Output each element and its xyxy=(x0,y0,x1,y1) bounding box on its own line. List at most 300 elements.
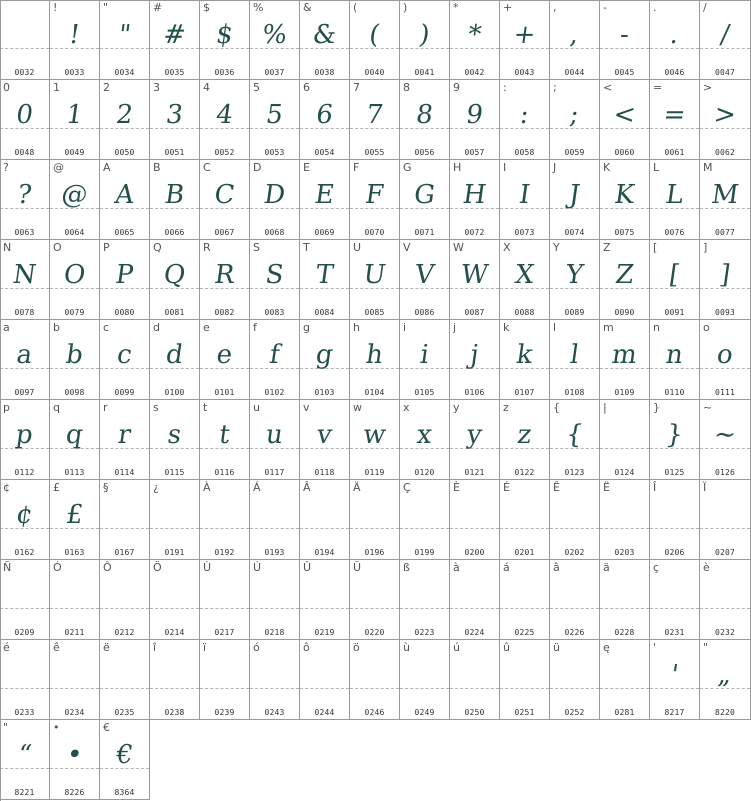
glyph-code-label: 0244 xyxy=(314,708,335,717)
glyph-cell xyxy=(500,80,550,160)
glyph-cell xyxy=(450,400,500,480)
glyph-code-label: 0079 xyxy=(64,308,85,317)
glyph-sample: r xyxy=(116,420,133,450)
glyph-cell xyxy=(250,240,300,320)
glyph-char-label: ï xyxy=(203,641,207,654)
glyph-char-label: À xyxy=(203,481,211,494)
glyph-code-label: 0224 xyxy=(464,628,485,637)
glyph-char-label: F xyxy=(353,161,360,174)
glyph-sample: j xyxy=(468,340,481,370)
glyph-char-label: g xyxy=(303,321,310,334)
glyph-cell xyxy=(400,400,450,480)
glyph-sample: ) xyxy=(417,20,432,50)
glyph-cell xyxy=(700,480,751,560)
glyph-code-label: 0075 xyxy=(614,228,635,237)
glyph-code-label: 0064 xyxy=(64,228,85,237)
glyph-sample: l xyxy=(568,340,581,370)
glyph-sample xyxy=(197,494,252,536)
glyph-sample: C xyxy=(212,180,237,210)
glyph-sample: L xyxy=(663,180,686,210)
glyph-char-label: I xyxy=(503,161,507,174)
glyph-char-label: É xyxy=(503,481,510,494)
glyph-sample: 1 xyxy=(64,100,85,130)
glyph-code-label: 0035 xyxy=(164,68,185,77)
glyph-char-label: Ü xyxy=(353,561,362,574)
glyph-sample: 8 xyxy=(414,100,435,130)
glyph-cell xyxy=(0,240,50,320)
glyph-cell xyxy=(300,640,350,720)
glyph-char-label: r xyxy=(103,401,108,414)
glyph-code-label: 0088 xyxy=(514,308,535,317)
glyph-sample xyxy=(497,654,552,696)
glyph-code-label: 0223 xyxy=(414,628,435,637)
glyph-cell xyxy=(50,0,100,80)
glyph-code-label: 0201 xyxy=(514,548,535,557)
glyph-sample xyxy=(447,654,502,696)
glyph-code-label: 0034 xyxy=(114,68,135,77)
glyph-char-label: £ xyxy=(53,481,60,494)
glyph-code-label: 0078 xyxy=(14,308,35,317)
glyph-code-label: 0219 xyxy=(314,628,335,637)
glyph-char-label: f xyxy=(253,321,257,334)
glyph-cell xyxy=(550,80,600,160)
glyph-char-label: a xyxy=(3,321,10,334)
glyph-sample: < xyxy=(611,100,638,130)
glyph-sample: N xyxy=(11,260,38,290)
glyph-cell xyxy=(300,240,350,320)
glyph-code-label: 0238 xyxy=(164,708,185,717)
glyph-cell xyxy=(450,640,500,720)
glyph-sample: S xyxy=(263,260,286,290)
glyph-char-label: 6 xyxy=(303,81,310,94)
glyph-cell xyxy=(150,320,200,400)
glyph-char-label: > xyxy=(703,81,713,94)
glyph-cell xyxy=(650,560,700,640)
glyph-cell xyxy=(400,240,450,320)
glyph-sample xyxy=(47,574,102,616)
glyph-code-label: 8226 xyxy=(64,788,85,797)
glyph-cell xyxy=(550,560,600,640)
glyph-code-label: 0203 xyxy=(614,548,635,557)
glyph-code-label: 0059 xyxy=(564,148,585,157)
glyph-char-label: " xyxy=(3,721,9,734)
glyph-char-label: 7 xyxy=(353,81,360,94)
glyph-char-label: u xyxy=(253,401,260,414)
glyph-cell xyxy=(150,0,200,80)
glyph-cell xyxy=(400,160,450,240)
glyph-char-label: Ä xyxy=(353,481,361,494)
glyph-char-label: î xyxy=(153,641,157,654)
glyph-char-label: " xyxy=(703,641,709,654)
glyph-cell xyxy=(50,480,100,560)
glyph-cell xyxy=(0,160,50,240)
glyph-char-label: n xyxy=(653,321,660,334)
glyph-code-label: 0047 xyxy=(714,68,736,77)
glyph-cell xyxy=(200,160,250,240)
glyph-code-label: 0119 xyxy=(364,468,385,477)
glyph-char-label: X xyxy=(503,241,511,254)
glyph-char-label: $ xyxy=(203,1,210,14)
glyph-sample: H xyxy=(461,180,488,210)
glyph-code-label: 0249 xyxy=(414,708,435,717)
glyph-code-label: 0231 xyxy=(664,628,685,637)
glyph-char-label: } xyxy=(653,401,660,414)
glyph-sample: Z xyxy=(613,260,636,290)
glyph-cell xyxy=(350,0,400,80)
glyph-char-label: Ê xyxy=(553,481,560,494)
glyph-cell xyxy=(500,640,550,720)
glyph-cell xyxy=(450,480,500,560)
glyph-code-label: 0061 xyxy=(664,148,685,157)
glyph-sample xyxy=(547,574,602,616)
glyph-cell xyxy=(300,80,350,160)
glyph-char-label: | xyxy=(603,401,607,414)
glyph-cell xyxy=(150,480,200,560)
glyph-cell xyxy=(0,320,50,400)
glyph-code-label: 0107 xyxy=(514,388,535,397)
glyph-sample: G xyxy=(412,180,437,210)
glyph-sample xyxy=(447,574,502,616)
glyph-sample: o xyxy=(715,340,735,370)
glyph-code-label: 0098 xyxy=(64,388,85,397)
glyph-sample: { xyxy=(564,420,585,450)
glyph-char-label: M xyxy=(703,161,713,174)
glyph-cell xyxy=(550,240,600,320)
glyph-char-label: ~ xyxy=(703,401,713,414)
glyph-char-label: Ñ xyxy=(3,561,12,574)
glyph-cell xyxy=(100,160,150,240)
glyph-sample: J xyxy=(567,180,582,210)
glyph-char-label: ) xyxy=(403,1,408,14)
glyph-cell xyxy=(500,240,550,320)
glyph-code-label: 0228 xyxy=(614,628,635,637)
glyph-cell xyxy=(100,320,150,400)
glyph-cell xyxy=(600,320,650,400)
glyph-sample xyxy=(697,574,751,616)
glyph-sample xyxy=(347,654,402,696)
glyph-char-label: ù xyxy=(403,641,410,654)
glyph-code-label: 8217 xyxy=(664,708,685,717)
glyph-code-label: 0105 xyxy=(414,388,435,397)
glyph-sample: K xyxy=(612,180,637,210)
glyph-char-label: @ xyxy=(53,161,64,174)
glyph-sample: 5 xyxy=(264,100,285,130)
glyph-char-label: o xyxy=(703,321,710,334)
glyph-char-label: ¿ xyxy=(153,481,159,494)
glyph-char-label: ¢ xyxy=(3,481,10,494)
glyph-code-label: 0036 xyxy=(214,68,235,77)
glyph-cell xyxy=(50,80,100,160)
glyph-char-label: w xyxy=(353,401,362,414)
glyph-code-label: 0093 xyxy=(714,308,736,317)
glyph-cell xyxy=(0,480,50,560)
glyph-char-label: V xyxy=(403,241,411,254)
glyph-sample: F xyxy=(363,180,386,210)
glyph-char-label: # xyxy=(153,1,163,14)
glyph-sample: 9 xyxy=(464,100,485,130)
glyph-char-label: û xyxy=(503,641,510,654)
glyph-cell xyxy=(100,560,150,640)
glyph-sample: ' xyxy=(668,660,681,690)
glyph-char-label: J xyxy=(553,161,557,174)
glyph-char-label: s xyxy=(153,401,159,414)
glyph-char-label: j xyxy=(453,321,457,334)
glyph-cell xyxy=(400,0,450,80)
glyph-char-label: ö xyxy=(353,641,360,654)
glyph-code-label: 0112 xyxy=(14,468,35,477)
glyph-char-label: & xyxy=(303,1,312,14)
glyph-char-label: T xyxy=(303,241,310,254)
glyph-sample: M xyxy=(709,180,741,210)
glyph-sample: ] xyxy=(717,260,733,290)
glyph-sample xyxy=(547,654,602,696)
glyph-sample: 6 xyxy=(314,100,335,130)
glyph-cell xyxy=(650,80,700,160)
glyph-cell xyxy=(200,240,250,320)
glyph-code-label: 0044 xyxy=(564,68,585,77)
glyph-sample xyxy=(147,574,202,616)
glyph-char-label: 2 xyxy=(103,81,110,94)
glyph-cell xyxy=(100,480,150,560)
glyph-sample: R xyxy=(212,260,237,290)
glyph-char-label: L xyxy=(653,161,660,174)
glyph-char-label: Ë xyxy=(603,481,610,494)
glyph-code-label: 0090 xyxy=(614,308,635,317)
glyph-cell xyxy=(350,480,400,560)
glyph-char-label: ó xyxy=(253,641,260,654)
glyph-sample xyxy=(247,494,302,536)
glyph-cell xyxy=(500,400,550,480)
glyph-cell xyxy=(50,240,100,320)
glyph-sample: 4 xyxy=(214,100,235,130)
glyph-cell xyxy=(350,640,400,720)
glyph-sample: / xyxy=(718,20,732,50)
glyph-sample: & xyxy=(310,20,339,50)
glyph-char-label: l xyxy=(553,321,557,334)
glyph-code-label: 0122 xyxy=(514,468,535,477)
glyph-code-label: 0080 xyxy=(114,308,135,317)
glyph-cell xyxy=(450,160,500,240)
glyph-code-label: 0191 xyxy=(164,548,185,557)
glyph-char-label: Û xyxy=(303,561,312,574)
glyph-code-label: 0091 xyxy=(664,308,685,317)
glyph-cell xyxy=(400,80,450,160)
glyph-cell xyxy=(600,400,650,480)
glyph-sample: v xyxy=(315,420,334,450)
glyph-cell xyxy=(100,0,150,80)
glyph-char-label: z xyxy=(503,401,509,414)
glyph-code-label: 0162 xyxy=(14,548,35,557)
glyph-sample: ; xyxy=(568,100,581,130)
glyph-sample xyxy=(297,494,352,536)
glyph-code-label: 0052 xyxy=(214,148,235,157)
glyph-char-label: p xyxy=(3,401,10,414)
glyph-sample: ¢ xyxy=(14,500,35,530)
glyph-code-label: 0054 xyxy=(314,148,335,157)
glyph-sample: } xyxy=(664,420,685,450)
glyph-cell xyxy=(50,400,100,480)
glyph-code-label: 0120 xyxy=(414,468,435,477)
glyph-sample xyxy=(647,494,702,536)
glyph-code-label: 0167 xyxy=(114,548,135,557)
glyph-sample xyxy=(197,654,252,696)
glyph-code-label: 0060 xyxy=(614,148,635,157)
glyph-code-label: 0200 xyxy=(464,548,485,557)
glyph-sample: g xyxy=(314,340,335,370)
glyph-code-label: 0066 xyxy=(164,228,185,237)
glyph-char-label: - xyxy=(603,1,607,14)
glyph-char-label: { xyxy=(553,401,560,414)
glyph-sample: d xyxy=(164,340,185,370)
glyph-cell xyxy=(350,560,400,640)
glyph-cell xyxy=(200,400,250,480)
glyph-code-label: 0218 xyxy=(264,628,285,637)
glyph-code-label: 0049 xyxy=(64,148,85,157)
glyph-char-label: 8 xyxy=(403,81,410,94)
glyph-cell xyxy=(0,720,50,800)
glyph-cell xyxy=(550,160,600,240)
glyph-char-label: à xyxy=(453,561,460,574)
glyph-code-label: 0040 xyxy=(364,68,385,77)
glyph-sample: % xyxy=(260,20,289,50)
glyph-sample: * xyxy=(465,20,484,50)
glyph-cell xyxy=(50,560,100,640)
glyph-sample: ( xyxy=(367,20,382,50)
glyph-code-label: 0042 xyxy=(464,68,485,77)
glyph-sample: @ xyxy=(59,180,90,210)
glyph-sample: , xyxy=(568,20,581,50)
glyph-cell xyxy=(150,160,200,240)
glyph-sample xyxy=(397,494,452,536)
glyph-code-label: 0067 xyxy=(214,228,235,237)
glyph-sample: h xyxy=(364,340,385,370)
glyph-char-label: E xyxy=(303,161,310,174)
glyph-cell xyxy=(450,80,500,160)
glyph-cell xyxy=(100,720,150,800)
glyph-cell xyxy=(350,80,400,160)
glyph-code-label: 0226 xyxy=(564,628,585,637)
glyph-char-label: Ô xyxy=(103,561,112,574)
glyph-sample: w xyxy=(361,420,388,450)
glyph-code-label: 0068 xyxy=(264,228,285,237)
glyph-code-label: 8364 xyxy=(114,788,135,797)
glyph-char-label: G xyxy=(403,161,412,174)
glyph-sample: u xyxy=(264,420,285,450)
glyph-sample: P xyxy=(113,260,136,290)
glyph-char-label: 3 xyxy=(153,81,160,94)
glyph-code-label: 0063 xyxy=(14,228,35,237)
glyph-code-label: 0211 xyxy=(64,628,85,637)
glyph-cell xyxy=(550,320,600,400)
glyph-char-label: 0 xyxy=(3,81,10,94)
glyph-cell xyxy=(450,240,500,320)
glyph-cell xyxy=(550,480,600,560)
glyph-char-label: ; xyxy=(553,81,557,94)
glyph-sample xyxy=(497,494,552,536)
glyph-sample: " xyxy=(116,20,133,50)
glyph-cell xyxy=(650,320,700,400)
glyph-sample xyxy=(397,654,452,696)
glyph-sample: „ xyxy=(716,660,734,690)
glyph-char-label: é xyxy=(3,641,10,654)
glyph-sample xyxy=(47,654,102,696)
glyph-cell xyxy=(550,400,600,480)
glyph-cell xyxy=(100,80,150,160)
glyph-cell xyxy=(250,0,300,80)
glyph-char-label: A xyxy=(103,161,111,174)
glyph-char-label: b xyxy=(53,321,60,334)
glyph-sample: s xyxy=(165,420,184,450)
glyph-sample xyxy=(147,494,202,536)
glyph-char-label: Ï xyxy=(703,481,707,494)
glyph-char-label: ( xyxy=(353,1,358,14)
glyph-code-label: 8220 xyxy=(714,708,736,717)
glyph-char-label: y xyxy=(453,401,460,414)
glyph-sample xyxy=(247,574,302,616)
glyph-char-label: m xyxy=(603,321,614,334)
glyph-code-label: 0199 xyxy=(414,548,435,557)
glyph-sample: $ xyxy=(214,20,235,50)
glyph-code-label: 0233 xyxy=(14,708,35,717)
glyph-code-label: 0045 xyxy=(614,68,635,77)
glyph-cell xyxy=(200,480,250,560)
glyph-cell xyxy=(500,160,550,240)
glyph-code-label: 0250 xyxy=(464,708,485,717)
glyph-char-label: h xyxy=(353,321,360,334)
glyph-cell xyxy=(300,560,350,640)
glyph-sample xyxy=(0,574,52,616)
glyph-sample: • xyxy=(64,740,85,770)
glyph-char-label: + xyxy=(503,1,513,14)
glyph-cell xyxy=(300,160,350,240)
glyph-sample: n xyxy=(664,340,685,370)
glyph-sample: E xyxy=(312,180,337,210)
glyph-char-label: 4 xyxy=(203,81,210,94)
glyph-char-label: [ xyxy=(653,241,658,254)
glyph-code-label: 0194 xyxy=(314,548,335,557)
glyph-code-label: 0069 xyxy=(314,228,335,237)
glyph-sample xyxy=(147,654,202,696)
glyph-code-label: 0232 xyxy=(714,628,736,637)
glyph-cell xyxy=(650,640,700,720)
glyph-char-label: Z xyxy=(603,241,611,254)
glyph-cell xyxy=(500,480,550,560)
glyph-char-label: H xyxy=(453,161,462,174)
glyph-cell xyxy=(700,640,751,720)
glyph-char-label: 5 xyxy=(253,81,260,94)
glyph-char-label: x xyxy=(403,401,410,414)
glyph-cell xyxy=(700,240,751,320)
glyph-sample xyxy=(97,574,152,616)
glyph-char-label: d xyxy=(153,321,160,334)
glyph-cell xyxy=(500,0,550,80)
glyph-code-label: 0214 xyxy=(164,628,185,637)
glyph-cell xyxy=(650,240,700,320)
glyph-code-label: 0043 xyxy=(514,68,535,77)
glyph-code-label: 0116 xyxy=(214,468,235,477)
glyph-cell xyxy=(150,640,200,720)
glyph-char-label: è xyxy=(703,561,710,574)
glyph-char-label: ä xyxy=(603,561,610,574)
glyph-char-label: § xyxy=(103,481,109,494)
glyph-sample: ? xyxy=(15,180,34,210)
glyph-cell xyxy=(350,240,400,320)
glyph-char-label: Î xyxy=(653,481,657,494)
glyph-char-label: ë xyxy=(103,641,110,654)
glyph-code-label: 0058 xyxy=(514,148,535,157)
glyph-cell xyxy=(500,320,550,400)
glyph-sample xyxy=(197,574,252,616)
